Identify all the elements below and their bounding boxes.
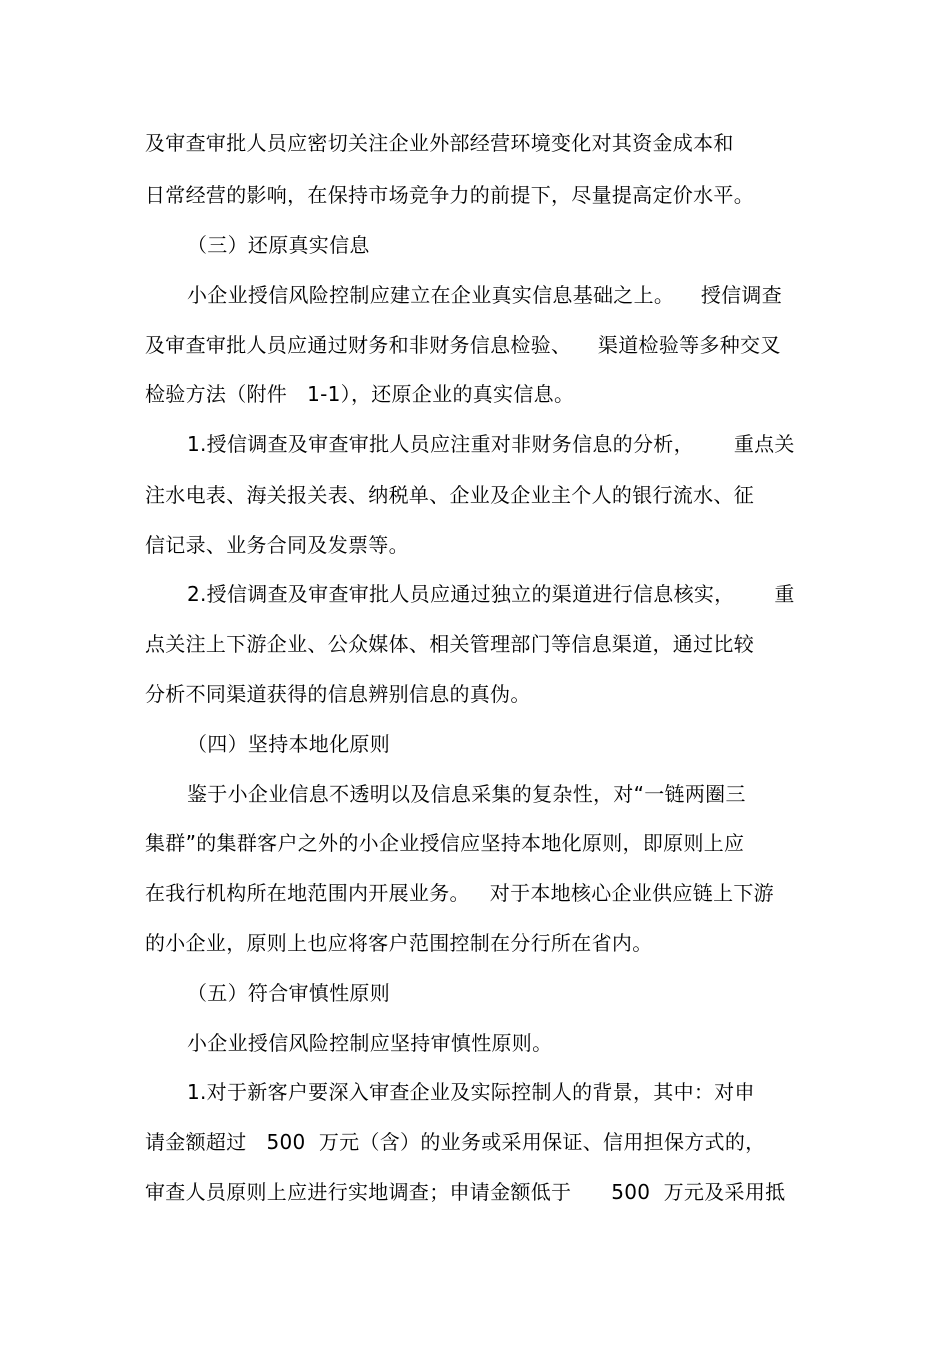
body-text-line: 检验方法（附件 1-1），还原企业的真实信息。	[145, 382, 575, 406]
body-text-line: 在我行机构所在地范围内开展业务。 对于本地核心企业供应链上下游	[145, 881, 774, 905]
section-heading: （三）还原真实信息	[187, 233, 370, 257]
body-text-line: 小企业授信风险控制应坚持审慎性原则。	[187, 1031, 553, 1055]
body-text-line: 日常经营的影响，在保持市场竞争力的前提下，尽量提高定价水平。	[145, 183, 754, 207]
body-text-line: 鉴于小企业信息不透明以及信息采集的复杂性，对“一链两圈三	[187, 782, 746, 806]
body-text-line: 小企业授信风险控制应建立在企业真实信息基础之上。 授信调查	[187, 283, 783, 307]
body-text-line: 1.授信调查及审查审批人员应注重对非财务信息的分析， 重点关	[187, 432, 795, 456]
body-text-line: 及审查审批人员应通过财务和非财务信息检验、 渠道检验等多种交叉	[145, 333, 781, 357]
body-text-line: 及审查审批人员应密切关注企业外部经营环境变化对其资金成本和	[145, 131, 734, 155]
body-text-line: 集群”的集群客户之外的小企业授信应坚持本地化原则，即原则上应	[145, 831, 745, 855]
body-text-line: 分析不同渠道获得的信息辨别信息的真伪。	[145, 682, 531, 706]
body-text-line: 点关注上下游企业、公众媒体、相关管理部门等信息渠道，通过比较	[145, 632, 754, 656]
body-text-line: 审查人员原则上应进行实地调查；申请金额低于 500 万元及采用抵	[145, 1180, 786, 1204]
body-text-line: 注水电表、海关报关表、纳税单、企业及企业主个人的银行流水、征	[145, 483, 754, 507]
section-heading: （五）符合审慎性原则	[187, 981, 390, 1005]
section-heading: （四）坚持本地化原则	[187, 732, 390, 756]
body-text-line: 信记录、业务合同及发票等。	[145, 533, 409, 557]
body-text-line: 1.对于新客户要深入审查企业及实际控制人的背景，其中：对申	[187, 1080, 755, 1104]
body-text-line: 2.授信调查及审查审批人员应通过独立的渠道进行信息核实， 重	[187, 582, 795, 606]
body-text-line: 的小企业，原则上也应将客户范围控制在分行所在省内。	[145, 931, 653, 955]
body-text-line: 请金额超过 500 万元（含）的业务或采用保证、信用担保方式的，	[145, 1130, 766, 1154]
